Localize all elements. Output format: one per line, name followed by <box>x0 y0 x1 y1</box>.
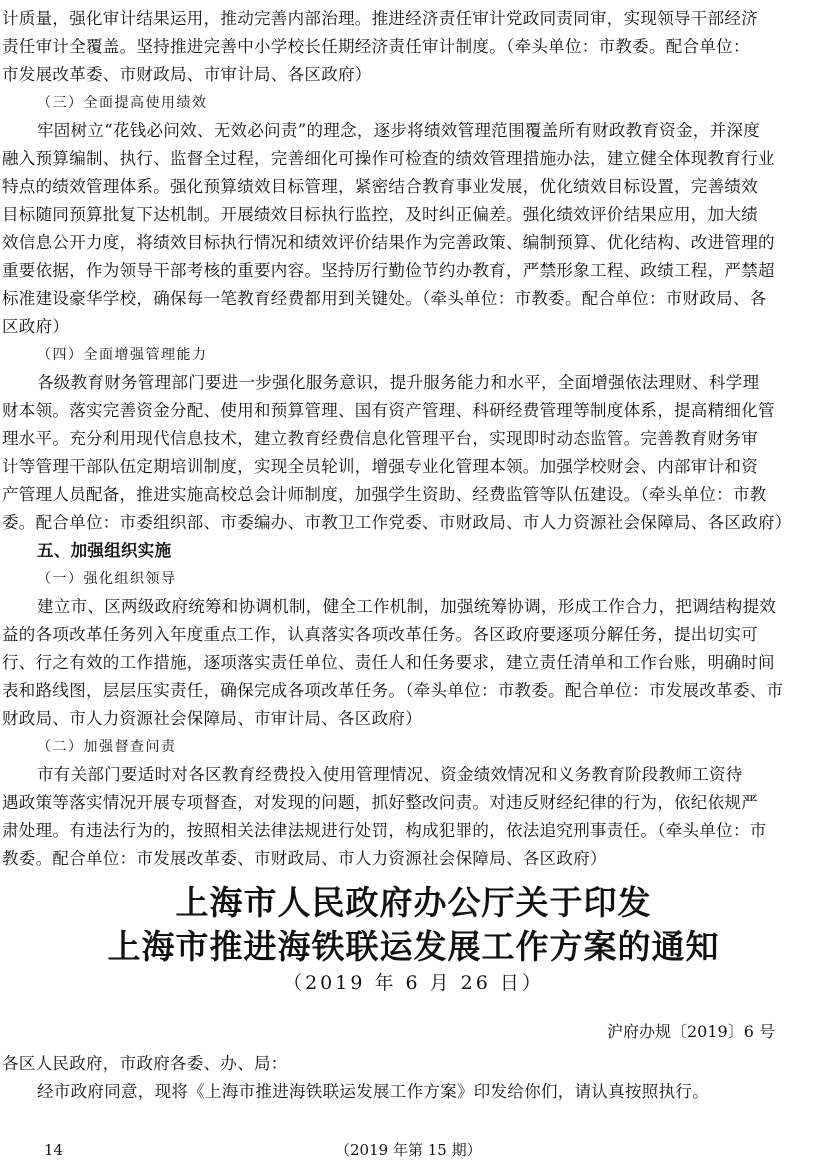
paragraph-line: 财政局、市人力资源社会保障局、市审计局、各区政府） <box>2 709 422 728</box>
section-heading: 五、加强组织实施 <box>37 541 172 560</box>
paragraph-line: 重要依据，作为领导干部考核的重要内容。坚持厉行勤俭节约办教育，严禁形象工程、政绩工程，严禁超 <box>2 261 775 280</box>
subsection-heading: （三）全面提高使用绩效 <box>37 95 208 111</box>
paragraph-line: 各级教育财务管理部门要进一步强化服务意识，提升服务能力和水平，全面增强依法理财、科学理 <box>37 373 760 392</box>
paragraph-line: 区政府） <box>2 317 70 336</box>
paragraph-line: 表和路线图，层层压实责任，确保完成各项改革任务。（牵头单位：市教委。配合单位：市发展改革委、市 <box>2 681 784 700</box>
paragraph-line: 计质量，强化审计结果运用，推动完善内部治理。推进经济责任审计党政同责同审，实现领导干部经济 <box>2 9 758 28</box>
paragraph-line: 效信息公开力度，将绩效目标执行情况和绩效评价结果作为完善政策、编制预算、优化结构、改进管理的 <box>2 233 775 252</box>
paragraph-line: 理水平。充分利用现代信息技术，建立教育经费信息化管理平台，实现即时动态监管。完善教育财务审 <box>2 429 758 448</box>
paragraph-line: 遇政策等落实情况开展专项督查，对发现的问题，抓好整改问责。对违反财经纪律的行为，依纪依规严 <box>2 793 758 812</box>
paragraph-line: 牢固树立“花钱必问效、无效必问责”的理念，逐步将绩效管理范围覆盖所有财政教育资金，并深度 <box>37 121 761 140</box>
paragraph-line: 责任审计全覆盖。坚持推进完善中小学校长任期经济责任审计制度。（牵头单位：市教委。配合单位： <box>2 37 750 56</box>
paragraph-line: 特点的绩效管理体系。强化预算绩效目标管理，紧密结合教育事业发展，优化绩效目标设置，完善绩效 <box>2 177 758 196</box>
subsection-heading: （四）全面增强管理能力 <box>37 347 208 363</box>
paragraph-line: 融入预算编制、执行、监督全过程，完善细化可操作可检查的绩效管理措施办法，建立健全体现教育行业 <box>2 149 775 168</box>
paragraph-line: 肃处理。有违法行为的，按照相关法律法规进行处罚，构成犯罪的，依法追究刑事责任。（牵头单位：市 <box>2 821 767 840</box>
subsection-heading: （一）强化组织领导 <box>37 571 177 587</box>
paragraph-line: 益的各项改革任务列入年度重点工作，认真落实各项改革任务。各区政府要逐项分解任务，提出切实可 <box>2 625 758 644</box>
subsection-heading: （二）加强督查问责 <box>37 739 177 755</box>
paragraph-line: 建立市、区两级政府统筹和协调机制，健全工作机制，加强统筹协调，形成工作合力，把调结构提效 <box>37 597 777 616</box>
notice-title-line-2: 上海市推进海铁联运发展工作方案的通知 <box>107 927 720 966</box>
paragraph-line: 标准建设豪华学校，确保每一笔教育经费都用到关键处。（牵头单位：市教委。配合单位：市财政局、各 <box>2 289 767 308</box>
paragraph-line: 目标随同预算批复下达机制。开展绩效目标执行监控，及时纠正偏差。强化绩效评价结果应用，加大绩 <box>2 205 758 224</box>
page-number: 14 <box>44 1141 64 1159</box>
notice-body: 经市政府同意，现将《上海市推进海铁联运发展工作方案》印发给你们，请认真按照执行。 <box>37 1082 709 1101</box>
paragraph-line: 市发展改革委、市财政局、市审计局、各区政府） <box>2 65 372 84</box>
issue-label: （2019 年第 15 期） <box>335 1141 482 1159</box>
paragraph-line: 产管理人员配备，推进实施高校总会计师制度，加强学生资助、经费监管等队伍建设。（牵头单位：市教 <box>2 485 767 504</box>
paragraph-line: 市有关部门要适时对各区教育经费投入使用管理情况、资金绩效情况和义务教育阶段教师工资待 <box>37 765 743 784</box>
document-number: 沪府办规〔2019〕6 号 <box>607 1022 775 1041</box>
paragraph-line: 财本领。落实完善资金分配、使用和预算管理、国有资产管理、科研经费管理等制度体系，提高精细化管 <box>2 401 775 420</box>
paragraph-line: 行、行之有效的工作措施，逐项落实责任单位、责任人和任务要求，建立责任清单和工作台账，明确时间 <box>2 653 775 672</box>
addressee: 各区人民政府，市政府各委、办、局： <box>2 1054 288 1073</box>
notice-title-line-1: 上海市人民政府办公厅关于印发 <box>175 883 652 922</box>
paragraph-line: 委。配合单位：市委组织部、市委编办、市教卫工作党委、市财政局、市人力资源社会保障局、各区政府） <box>2 513 792 532</box>
paragraph-line: 计等管理干部队伍定期培训制度，实现全员轮训，增强专业化管理本领。加强学校财会、内部审计和资 <box>2 457 758 476</box>
paragraph-line: 教委。配合单位：市发展改革委、市财政局、市人力资源社会保障局、各区政府） <box>2 849 607 868</box>
notice-date: （2019 年 6 月 26 日） <box>283 972 544 994</box>
